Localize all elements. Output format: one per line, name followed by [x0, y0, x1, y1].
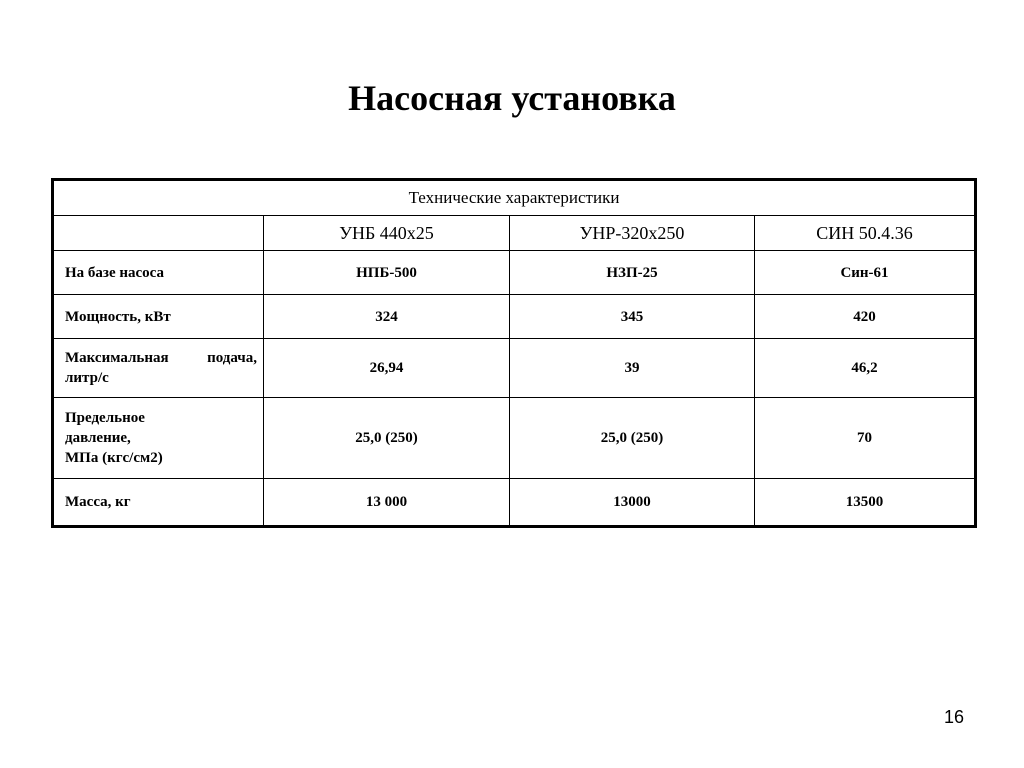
- empty-header-cell: [53, 216, 264, 251]
- table-row: [53, 479, 976, 527]
- table-row: [53, 398, 976, 479]
- table-row: [53, 295, 976, 339]
- column-header: СИН 50.4.36: [755, 216, 976, 251]
- row-label-line: МПа (кгс/см2): [65, 450, 163, 466]
- row-label: Масса, кг: [53, 479, 264, 527]
- row-label-line: Предельное: [65, 410, 145, 426]
- row-label: Мощность, кВт: [53, 295, 264, 339]
- slide-title: Насосная установка: [348, 78, 676, 118]
- table-cell: 70: [755, 398, 976, 479]
- table-cell: Син-61: [755, 251, 976, 295]
- column-header: УНР-320х250: [510, 216, 755, 251]
- table-cell: НЗП-25: [510, 251, 755, 295]
- table-cell: 13500: [755, 479, 976, 527]
- page-number: 16: [943, 707, 964, 727]
- table-cell: 13000: [510, 479, 755, 527]
- table-cell: НПБ-500: [264, 251, 510, 295]
- table-row: [53, 339, 976, 398]
- table-cell: 13 000: [264, 479, 510, 527]
- table-cell: 25,0 (250): [264, 398, 510, 479]
- group-header-cell: Технические характеристики: [53, 180, 976, 216]
- table-cell: 25,0 (250): [510, 398, 755, 479]
- row-label-line: давление,: [65, 430, 131, 446]
- specifications-table: [51, 178, 977, 528]
- row-label: На базе насоса: [53, 251, 264, 295]
- column-header: УНБ 440х25: [264, 216, 510, 251]
- table-cell: 324: [264, 295, 510, 339]
- table-row: [53, 251, 976, 295]
- row-label: [53, 398, 264, 479]
- table-cell: 420: [755, 295, 976, 339]
- table-cell: 345: [510, 295, 755, 339]
- table-group-header-row: [53, 180, 976, 216]
- table-cell: 39: [510, 339, 755, 398]
- row-label: Максимальная подача, литр/с: [53, 339, 264, 398]
- table-cell: 26,94: [264, 339, 510, 398]
- table-cell: 46,2: [755, 339, 976, 398]
- table-header-row: [53, 216, 976, 251]
